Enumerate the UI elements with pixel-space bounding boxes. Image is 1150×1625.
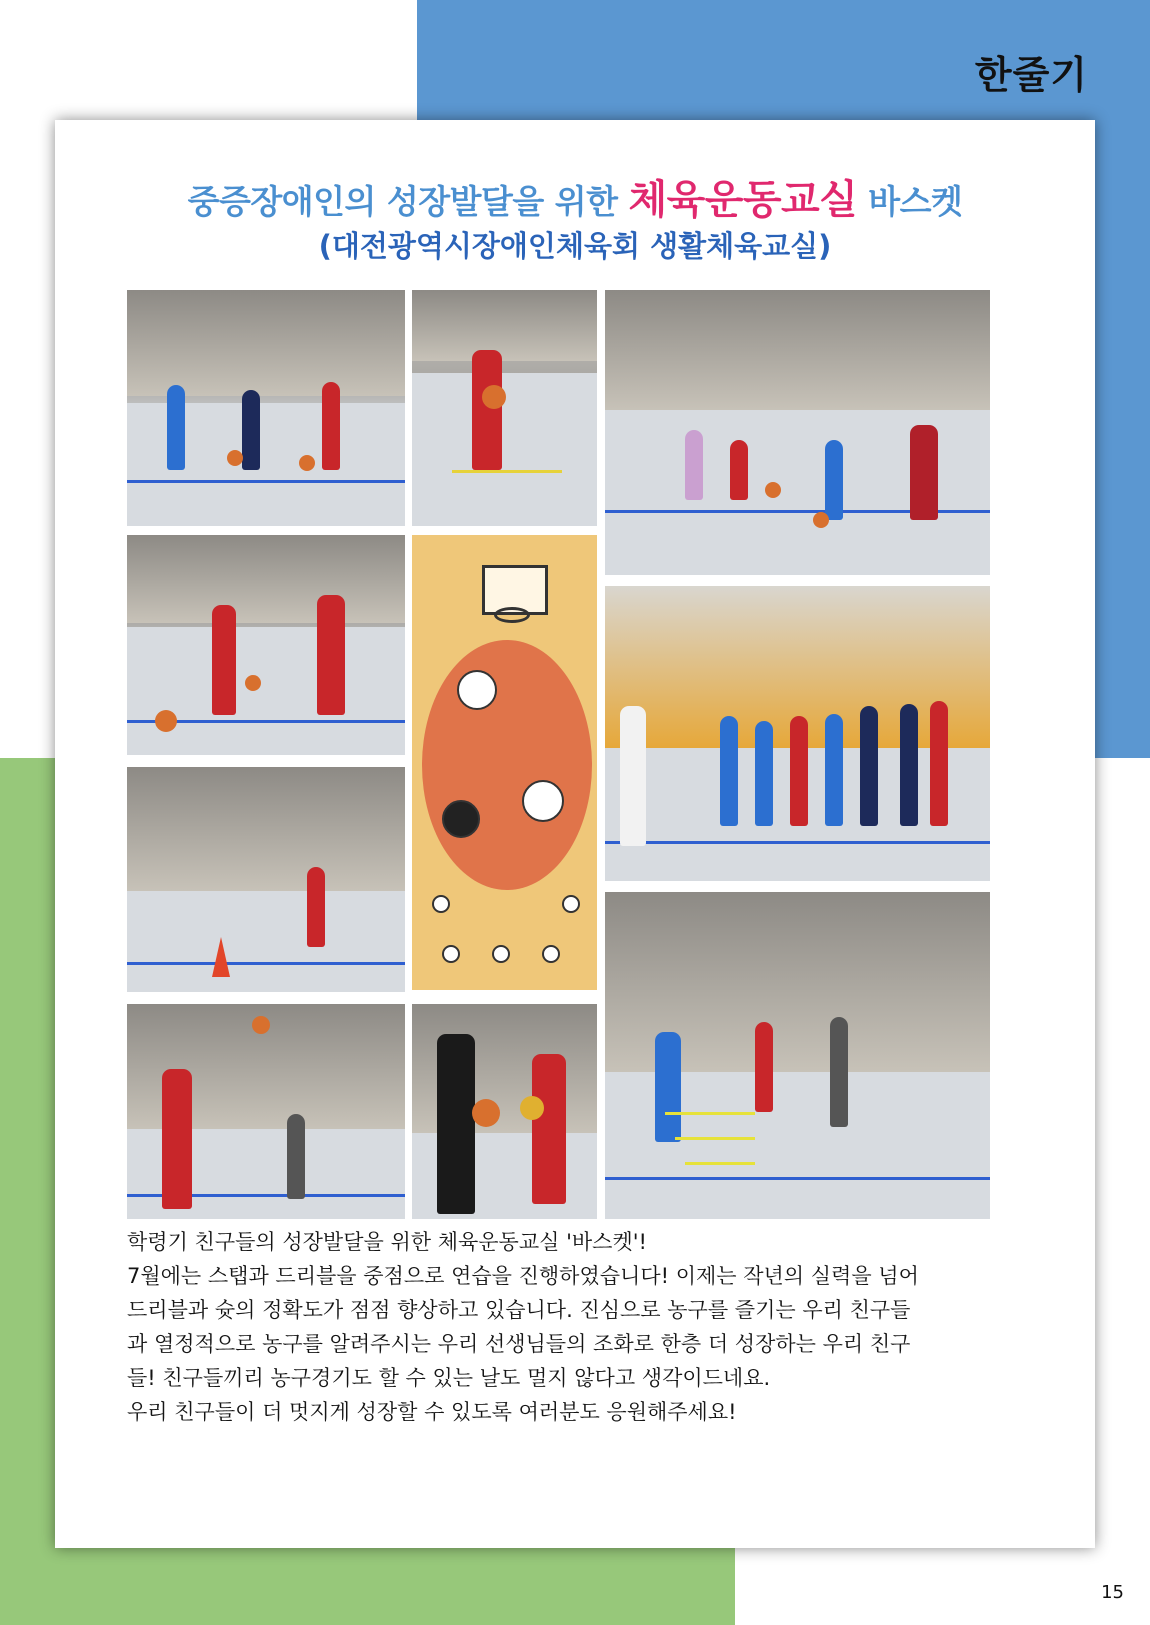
page-number: 15 [1101, 1582, 1124, 1603]
photo-group-dribbling [605, 290, 990, 575]
photo-passing-practice [127, 1004, 405, 1219]
photo-step-drill [412, 290, 597, 526]
body-line: 과 열정적으로 농구를 알려주시는 우리 선생님들의 조화로 한층 더 성장하는 우리 친구 [127, 1332, 911, 1356]
basketball-illustration [412, 535, 597, 990]
photo-cone-drill [127, 767, 405, 992]
page-title [55, 168, 1095, 225]
photo-ladder-drill [605, 892, 990, 1219]
photo-coach-with-student [412, 1004, 597, 1219]
photo-dribbling-practice [127, 290, 405, 526]
title-prefix: 중증장애인의 성장발달을 위한 [187, 182, 629, 221]
photo-students-lined-up [605, 586, 990, 881]
body-line: 7월에는 스탭과 드리블을 중점으로 연습을 진행하였습니다! 이제는 작년의 실력을 넘어 [127, 1264, 919, 1288]
page-subtitle: (대전광역시장애인체육회 생활체육교실) [318, 229, 832, 263]
body-line: 우리 친구들이 더 멋지게 성장할 수 있도록 여러분도 응원해주세요! [127, 1400, 737, 1424]
body-text [127, 1225, 1027, 1429]
title-suffix: 바스켓 [857, 182, 963, 221]
body-line: 드리블과 슛의 정확도가 점점 향상하고 있습니다. 진심으로 농구를 즐기는 우리 친구들 [127, 1298, 911, 1322]
photo-running-dribble [127, 535, 405, 755]
content-card [55, 120, 1095, 1548]
body-line: 학령기 친구들의 성장발달을 위한 체육운동교실 '바스켓'! [127, 1230, 647, 1254]
body-line: 들! 친구들끼리 농구경기도 할 수 있는 날도 멀지 않다고 생각이드네요. [127, 1366, 771, 1390]
section-tag: 한줄기 [974, 53, 1088, 97]
title-highlight: 체육운동교실 [628, 177, 858, 223]
